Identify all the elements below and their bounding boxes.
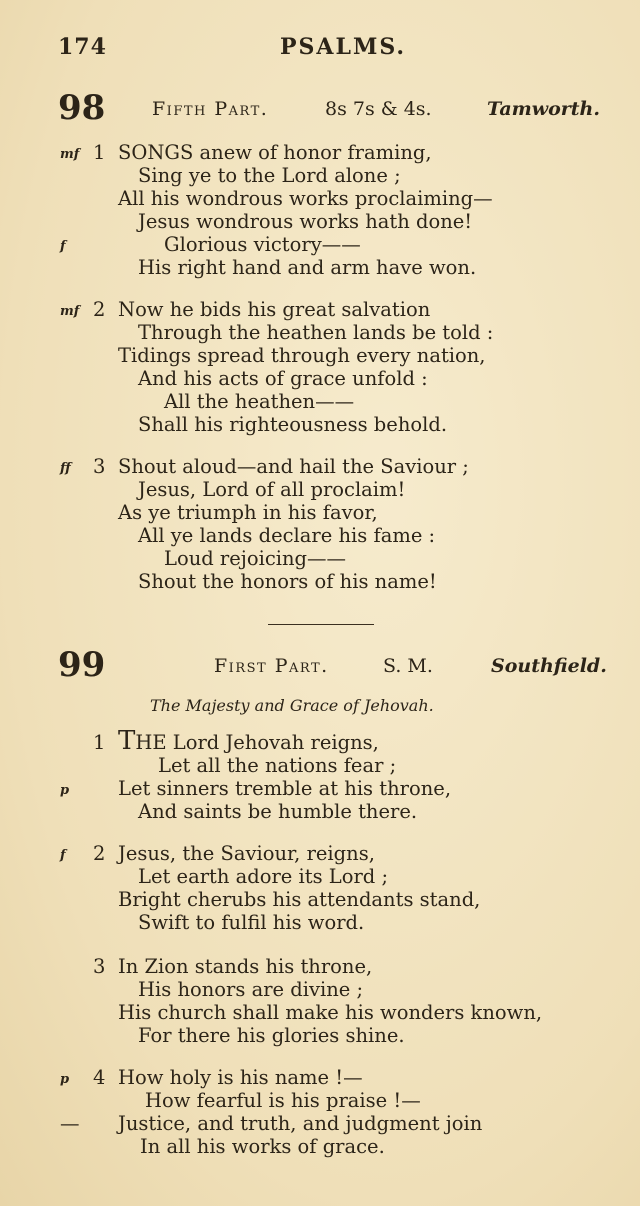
verse-line: Shout aloud—and hail the Saviour ; <box>118 455 469 478</box>
verse-line: All his wondrous works proclaiming— <box>118 187 493 210</box>
verse-number: 3 <box>93 955 106 978</box>
verse-line: Shout the honors of his name! <box>138 570 437 593</box>
verse-number: 3 <box>93 455 106 478</box>
verse-line: Let all the nations fear ; <box>158 754 397 777</box>
verse-line: Jesus, Lord of all proclaim! <box>138 478 406 501</box>
verse-line: Bright cherubs his attendants stand, <box>118 888 481 911</box>
running-title: PSALMS. <box>280 34 407 60</box>
verse-line: Glorious victory—— <box>164 233 361 256</box>
verse-line: Tidings spread through every nation, <box>118 344 486 367</box>
verse-line: Swift to fulfil his word. <box>138 911 365 934</box>
verse-line-text: HE Lord Jehovah reigns, <box>135 731 379 754</box>
verse-number: 1 <box>93 141 106 164</box>
verse-line: All the heathen—— <box>164 390 355 413</box>
hymn-99-number: 99 <box>58 645 106 685</box>
verse-line: SONGS anew of honor framing, <box>118 141 432 164</box>
verse-line: Let earth adore its Lord ; <box>138 865 389 888</box>
section-divider <box>268 624 374 625</box>
verse-line: Let sinners tremble at his throne, <box>118 777 452 800</box>
verse-line: In all his works of grace. <box>140 1135 385 1158</box>
verse-line: In Zion stands his throne, <box>118 955 373 978</box>
verse-line: Now he bids his great salvation <box>118 298 431 321</box>
hymn-98-part: Fifth Part. <box>152 98 269 120</box>
verse-line: Jesus, the Saviour, reigns, <box>118 842 375 865</box>
verse-line: His right hand and arm have won. <box>138 256 477 279</box>
dynamic-mark: p <box>60 783 70 798</box>
hymn-99-meter: S. M. <box>383 655 433 677</box>
verse-line: Loud rejoicing—— <box>164 547 347 570</box>
verse-line: And his acts of grace unfold : <box>138 367 428 390</box>
hymn-99-part: First Part. <box>214 655 329 677</box>
verse-line: Sing ye to the Lord alone ; <box>138 164 401 187</box>
verse-line: And saints be humble there. <box>138 800 418 823</box>
drop-cap: T <box>118 726 136 756</box>
verse-line: As ye triumph in his favor, <box>118 501 378 524</box>
verse-number: 2 <box>93 842 106 865</box>
dash-mark: — <box>60 1112 80 1135</box>
hymn-98-meter: 8s 7s & 4s. <box>325 98 432 120</box>
dynamic-mark: f <box>60 848 66 863</box>
verse-line: Justice, and truth, and judgment join <box>118 1112 483 1135</box>
verse-line: For there his glories shine. <box>138 1024 405 1047</box>
verse-line: Through the heathen lands be told : <box>138 321 494 344</box>
verse-line: His church shall make his wonders known, <box>118 1001 543 1024</box>
verse-number: 4 <box>93 1066 106 1089</box>
hymn-99-tune: Southfield. <box>491 655 607 677</box>
dynamic-mark: mf <box>60 147 80 162</box>
verse-number: 2 <box>93 298 106 321</box>
hymn-99-subtitle: The Majesty and Grace of Jehovah. <box>150 696 434 715</box>
dynamic-mark: f <box>60 239 66 254</box>
hymn-98-tune: Tamworth. <box>487 98 600 120</box>
verse-line: How fearful is his praise !— <box>145 1089 421 1112</box>
dynamic-mark: mf <box>60 304 80 319</box>
verse-number: 1 <box>93 731 106 754</box>
verse-line: His honors are divine ; <box>138 978 364 1001</box>
page-number: 174 <box>58 34 107 60</box>
verse-line: Shall his righteousness behold. <box>138 413 448 436</box>
verse-line: Jesus wondrous works hath done! <box>138 210 473 233</box>
verse-line: All ye lands declare his fame : <box>138 524 436 547</box>
dynamic-mark: p <box>60 1072 70 1087</box>
verse-line: How holy is his name !— <box>118 1066 363 1089</box>
dynamic-mark: ff <box>60 461 71 476</box>
verse-line <box>118 726 379 756</box>
hymn-98-number: 98 <box>58 88 106 128</box>
